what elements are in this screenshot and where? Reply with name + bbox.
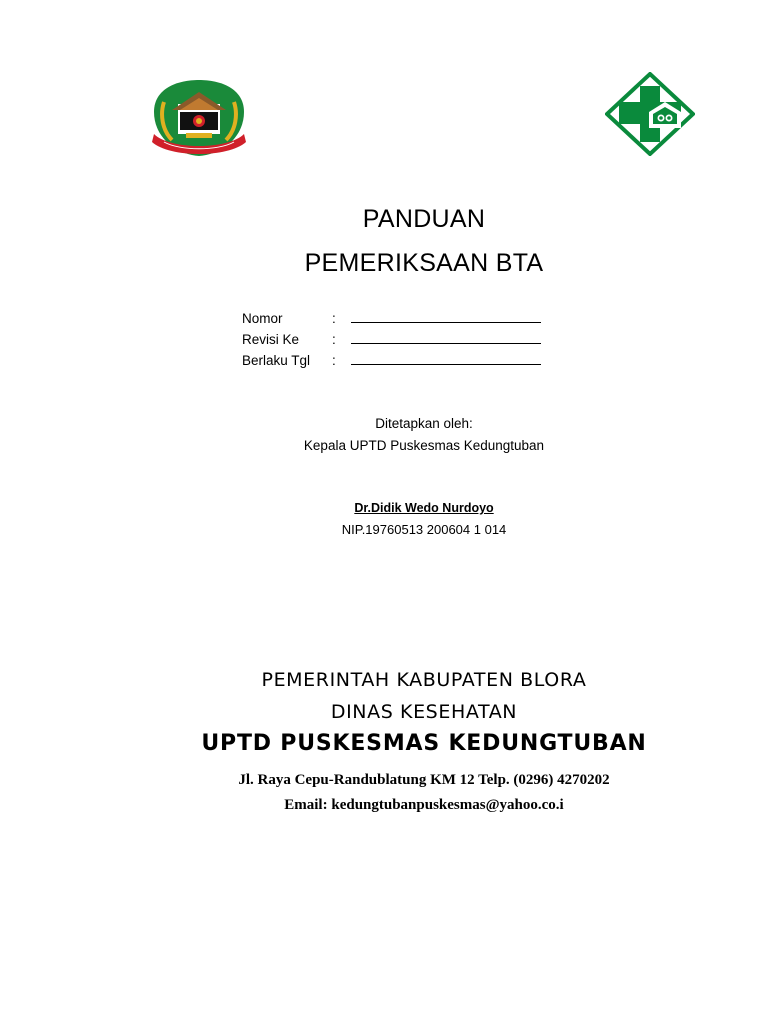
field-label: Berlaku Tgl [242, 353, 311, 368]
field-colon: : [332, 353, 336, 368]
org-unit: UPTD PUSKESMAS KEDUNGTUBAN [201, 731, 647, 756]
org-department: DINAS KESEHATAN [330, 701, 518, 723]
field-colon: : [332, 311, 336, 326]
blora-emblem-logo [150, 78, 248, 158]
field-revisi-ke [242, 332, 562, 352]
field-colon: : [332, 332, 336, 347]
field-nomor [242, 311, 562, 331]
approval-position: Kepala UPTD Puskesmas Kedungtuban [303, 438, 545, 453]
org-government: PEMERINTAH KABUPATEN BLORA [261, 669, 587, 691]
field-blank-line [351, 343, 541, 344]
org-email: Email: kedungtubanpuskesmas@yahoo.co.i [284, 797, 564, 813]
field-label: Revisi Ke [242, 332, 300, 347]
approval-heading: Ditetapkan oleh: [375, 416, 473, 431]
org-address: Jl. Raya Cepu-Randublatung KM 12 Telp. (0296) 4270202 [238, 772, 610, 788]
signer-nip: NIP.19760513 200604 1 014 [341, 522, 507, 537]
puskesmas-green-cross-icon [605, 72, 695, 156]
field-blank-line [351, 322, 541, 323]
document-title: PANDUAN [362, 205, 486, 233]
field-berlaku-tgl [242, 353, 562, 373]
field-label: Nomor [242, 311, 283, 326]
signer-name: Dr.Didik Wedo Nurdoyo [354, 501, 494, 515]
document-subtitle: PEMERIKSAAN BTA [304, 249, 544, 277]
field-blank-line [351, 364, 541, 365]
puskesmas-logo [605, 72, 695, 156]
blora-regency-emblem-icon [150, 78, 248, 158]
